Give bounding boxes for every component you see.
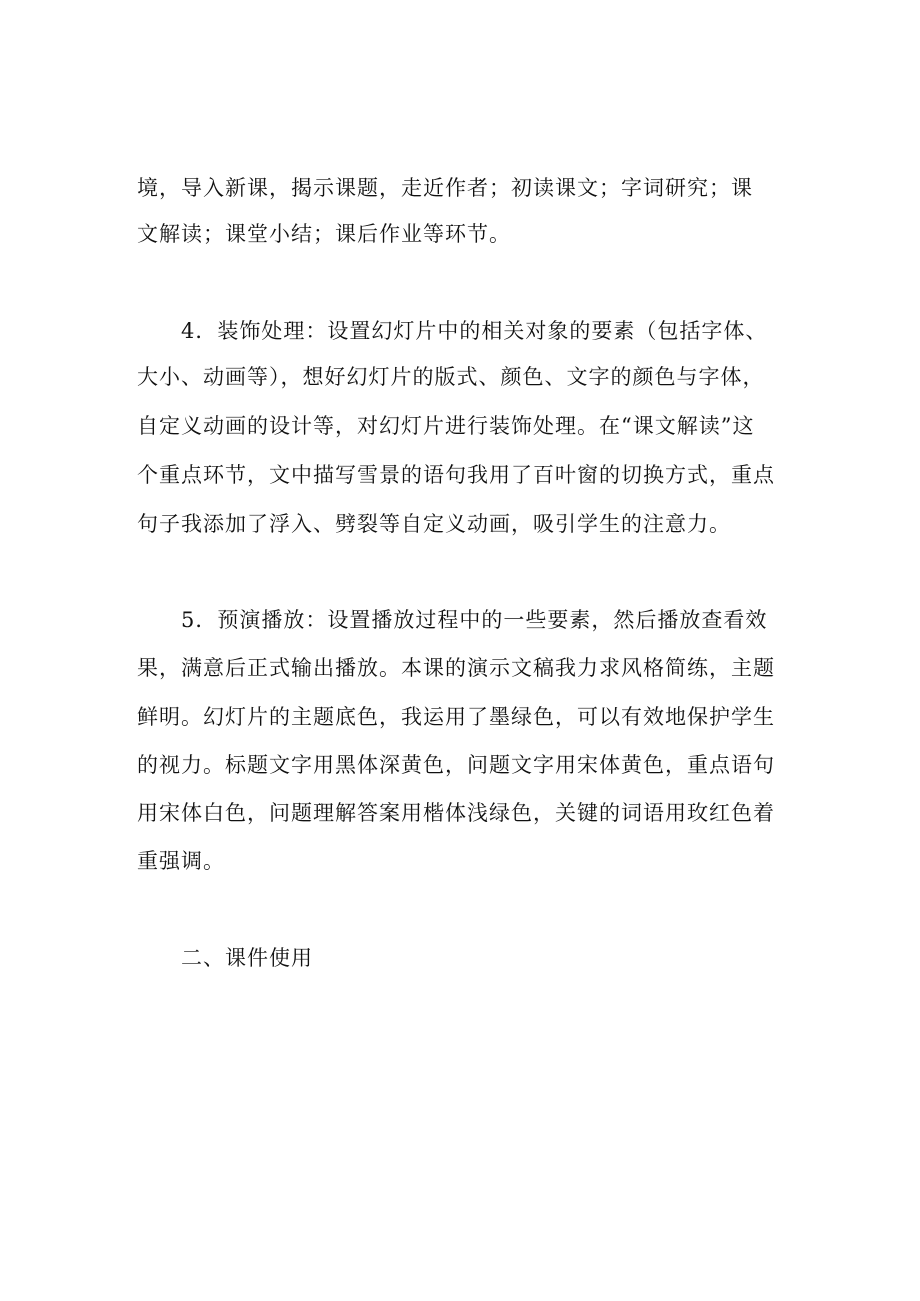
paragraph-3-line-1: 5．预演播放：设置播放过程中的一些要素，然后播放查看效 bbox=[181, 608, 768, 632]
paragraph-3-line-3: 鲜明。幻灯片的主题底色，我运用了墨绿色，可以有效地保护学生 bbox=[137, 705, 775, 729]
paragraph-3-line-4: 的视力。标题文字用黑体深黄色，问题文字用宋体黄色，重点语句 bbox=[137, 753, 775, 777]
paragraph-1-line-1: 境，导入新课，揭示课题，走近作者；初读课文；字词研究；课 bbox=[137, 176, 753, 200]
paragraph-1-line-2: 文解读；课堂小结；课后作业等环节。 bbox=[137, 222, 511, 246]
paragraph-3-line-5: 用宋体白色，问题理解答案用楷体浅绿色，关键的词语用玫红色着 bbox=[137, 801, 775, 825]
paragraph-2-line-3: 自定义动画的设计等，对幻灯片进行装饰处理。在“课文解读”这 bbox=[137, 414, 755, 438]
paragraph-3-line-2: 果，满意后正式输出播放。本课的演示文稿我力求风格简练，主题 bbox=[137, 656, 775, 680]
section-heading: 二、课件使用 bbox=[181, 946, 313, 970]
paragraph-2-line-1: 4．装饰处理：设置幻灯片中的相关对象的要素（包括字体、 bbox=[181, 319, 768, 343]
paragraph-2-line-4: 个重点环节，文中描写雪景的语句我用了百叶窗的切换方式，重点 bbox=[137, 463, 775, 487]
paragraph-2-line-5: 句子我添加了浮入、劈裂等自定义动画，吸引学生的注意力。 bbox=[137, 512, 731, 536]
paragraph-3-line-6: 重强调。 bbox=[137, 849, 225, 873]
paragraph-2-line-2: 大小、动画等），想好幻灯片的版式、颜色、文字的颜色与字体， bbox=[137, 365, 765, 389]
